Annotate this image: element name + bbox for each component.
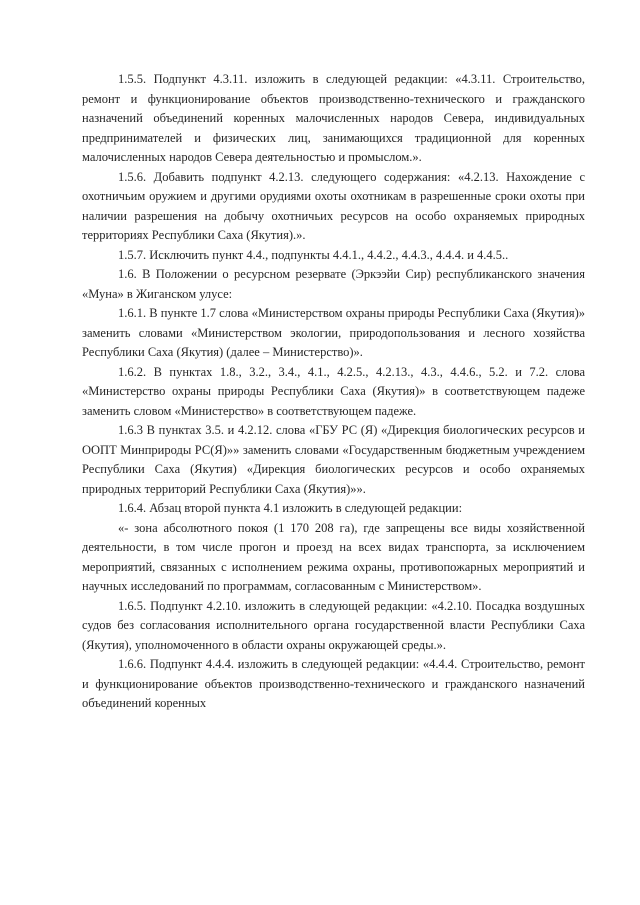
paragraph-1-6: 1.6. В Положении о ресурсном резервате (Эркээйи Сир) республиканского значения «Муна» в Жиганском улусе: [82,267,585,301]
paragraph-1-6-1: 1.6.1. В пункте 1.7 слова «Министерством охраны природы Республики Саха (Якутия)» заменить словами «Министерством экологии, природопользования и лесного хозяйства Республики Саха (Якутия) (далее – Министерство)». [82,306,585,359]
paragraph-1-5-6: 1.5.6. Добавить подпункт 4.2.13. следующего содержания: «4.2.13. Нахождение с охотничьим оружием и другими орудиями охоты охотникам в разрешенные сроки охоты при наличии разрешения на добычу охотничьих ресурсов на особо охраняемых природных территориях Республики Саха (Якутия).». [82,169,585,242]
paragraph-1-6-4: 1.6.4. Абзац второй пункта 4.1 изложить в следующей редакции: [118,501,463,515]
paragraph-1-5-5: 1.5.5. Подпункт 4.3.11. изложить в следующей редакции: «4.3.11. Строительство, ремонт и функционирование объектов производственно-технического и гражданского назначений объединений коренных малочисленных народов Севера, индивидуальных предпринимателей и физических лиц, занимающихся традиционной для коренных малочисленных народов Севера деятельностью и промыслом.». [82,72,585,164]
paragraph-1-6-3: 1.6.3 В пунктах 3.5. и 4.2.12. слова «ГБУ РС (Я) «Дирекция биологических ресурсов и ООПТ Минприроды РС(Я)»» заменить словами «Государственным бюджетным учреждением Республики Саха (Якутия) «Дирекция биологических ресурсов и особо охраняемых природных территорий Республики Саха (Якутия)»». [82,423,585,496]
paragraph-1-6-2: 1.6.2. В пунктах 1.8., 3.2., 3.4., 4.1., 4.2.5., 4.2.13., 4.3., 4.4.6., 5.2. и 7.2. слова «Министерство охраны природы Республики Саха (Якутия)» в соответствующем падеже заменить словом «Министерство» в соответствующем падеже. [82,364,585,418]
paragraph-1-6-6: 1.6.6. Подпункт 4.4.4. изложить в следующей редакции: «4.4.4. Строительство, ремонт и функционирование объектов производственно-технического и гражданского назначений объединений коренных [82,657,585,710]
paragraph-1-5-7: 1.5.7. Исключить пункт 4.4., подпункты 4.4.1., 4.4.2., 4.4.3., 4.4.4. и 4.4.5.. [118,247,509,262]
paragraph-zone-quote: «- зона абсолютного покоя (1 170 208 га), где запрещены все виды хозяйственной деятельности, в том числе прогон и проезд на всех видах транспорта, за исключением мероприятий, связанных с исполнением режима охраны, противопожарных мероприятий и научных исследований по программам, согласованным с Министерством». [82,520,585,593]
paragraph-1-6-5: 1.6.5. Подпункт 4.2.10. изложить в следующей редакции: «4.2.10. Посадка воздушных судов без согласования исполнительного органа государственной власти Республики Саха (Якутия), уполномоченного в области охраны окружающей среды.». [82,598,585,652]
